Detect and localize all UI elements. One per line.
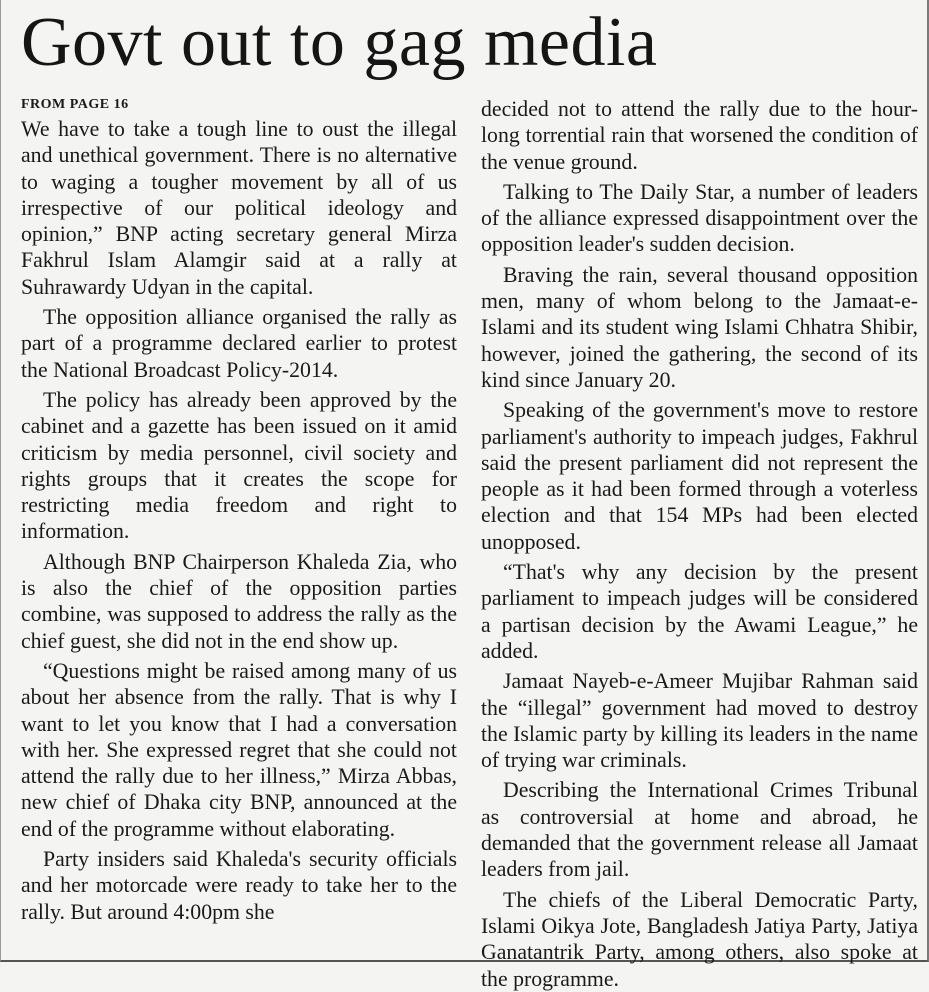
- paragraph: “That's why any decision by the present parliament to impeach judges will be considered a partisan decision by the Awami League,” he added.: [481, 560, 918, 663]
- paragraph: Although BNP Chairperson Khaleda Zia, who is also the chief of the opposition parties combine, was supposed to address the rally as the chief guest, she did not in the end show up.: [21, 549, 457, 653]
- paragraph: The policy has already been approved by the cabinet and a gazette has been issued on it amid criticism by media personnel, civil society and rights groups that it creates the scope for restricting media freedom and right to information.: [21, 387, 457, 544]
- paragraph: The chiefs of the Liberal Democratic Party, Islami Oikya Jote, Bangladesh Jatiya Party, Jatiya Ganatantrik Party, among others, also spoke at the programme.: [481, 887, 918, 991]
- paragraph: Talking to The Daily Star, a number of leaders of the alliance expressed disappointment over the opposition leader's sudden decision.: [481, 179, 918, 257]
- headline: Govt out to gag media: [21, 4, 658, 81]
- paragraph: Describing the International Crimes Tribunal as controversial at home and abroad, he demanded that the government release all Jamaat leaders from jail.: [481, 778, 918, 882]
- paragraph: Braving the rain, several thousand opposition men, many of whom belong to the Jamaat-e-Islami and its student wing Islami Chhatra Shibir, however, joined the gathering, the second of its kind since January 20.: [481, 262, 918, 392]
- article-column-left: [21, 96, 457, 946]
- paragraph: Party insiders said Khaleda's security officials and her motorcade were ready to take her to the rally. But around 4:00pm she: [21, 847, 457, 924]
- paragraph: The opposition alliance organised the rally as part of a programme declared earlier to protest the National Broadcast Policy-2014.: [21, 305, 457, 382]
- paragraph: decided not to attend the rally due to the hour-long torrential rain that worsened the condition of the venue ground.: [481, 97, 918, 174]
- paragraph: Speaking of the government's move to restore parliament's authority to impeach judges, Fakhrul said the present parliament did not represent the people as it had been formed through a voterless election and that 154 MPs had been elected unopposed.: [481, 398, 918, 554]
- kicker: FROM PAGE 16: [21, 97, 129, 112]
- lead-paragraph: [21, 96, 457, 300]
- paragraph: “Questions might be raised among many of us about her absence from the rally. That is why I want to let you know that I had a conversation with her. She expressed regret that she could not attend the rally due to her illness,” Mirza Abbas, new chief of Dhaka city BNP, announced at the end of the programme without elaborating.: [21, 658, 457, 841]
- article-column-right: [481, 96, 918, 991]
- paragraph-text: We have to take a tough line to oust the illegal and unethical government. There is no alternative to waging a tougher movement by all of us irrespective of our political ideology and opinion,” BNP acting secretary general Mirza Fakhrul Islam Alamgir said at a rally at Suhrawardy Udyan in the capital.: [21, 117, 457, 299]
- paragraph: Jamaat Nayeb-e-Ameer Mujibar Rahman said the “illegal” government had moved to destroy the Islamic party by killing its leaders in the name of trying war criminals.: [481, 669, 918, 773]
